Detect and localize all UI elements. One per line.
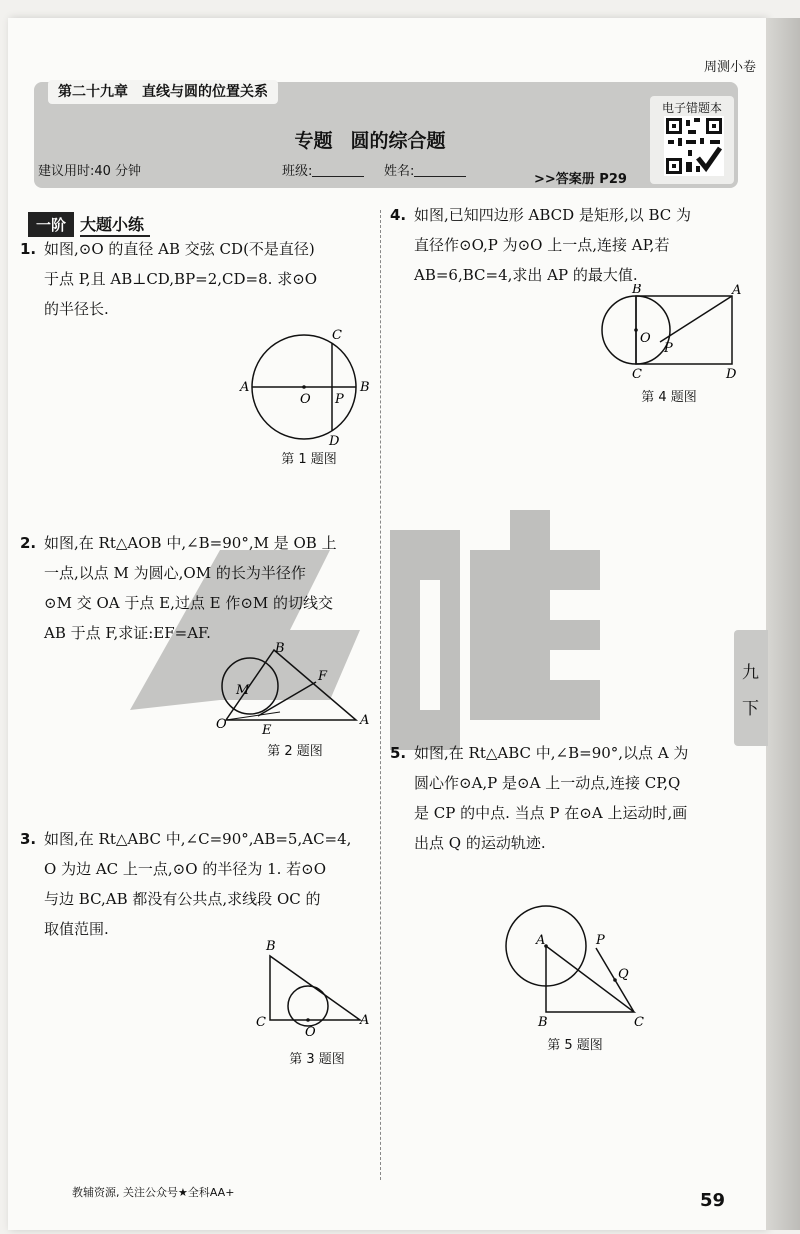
label-a: A (360, 713, 370, 728)
footer-note: 教辅资源, 关注公众号★全科AA+ (72, 1186, 235, 1199)
section-badge: 一阶 (28, 212, 74, 237)
question-3 (20, 824, 370, 944)
label-p: P (596, 933, 605, 948)
question-1 (20, 234, 370, 324)
question-text: 是 CP 的中点. 当点 P 在⊙A 上运动时,画 (414, 804, 688, 822)
caption-5: 第 5 题图 (547, 1038, 603, 1053)
label-p: P (664, 341, 673, 356)
qr-label: 电子错题本 (661, 101, 722, 115)
caption-1: 第 1 题图 (281, 452, 337, 467)
segment-ap (660, 296, 732, 342)
question-text: 如图,已知四边形 ABCD 是矩形,以 BC 为 (414, 206, 692, 224)
question-text: 直径作⊙O,P 为⊙O 上一点,连接 AP,若 (414, 236, 670, 254)
class-blank[interactable] (312, 164, 364, 177)
question-text: 如图,⊙O 的直径 AB 交弦 CD(不是直径) (44, 240, 315, 258)
question-number: 2. (20, 534, 37, 552)
label-b: B (275, 641, 285, 656)
figure-4 (596, 284, 746, 380)
question-text: 如图,在 Rt△AOB 中,∠B=90°,M 是 OB 上 (44, 534, 337, 552)
question-text: 于点 P,且 AB⊥CD,BP=2,CD=8. 求⊙O (44, 270, 318, 288)
label-b: B (266, 939, 276, 954)
label-a: A (360, 1013, 370, 1028)
question-number: 1. (20, 240, 37, 258)
grade-tab-top: 九 (742, 663, 759, 683)
question-text: AB=6,BC=4,求出 AP 的最大值. (414, 266, 638, 284)
label-m: M (236, 683, 250, 698)
class-label: 班级: (282, 164, 313, 179)
name-field[interactable] (384, 160, 466, 179)
name-label: 姓名: (384, 164, 415, 179)
label-f: F (318, 669, 328, 684)
class-field[interactable] (282, 160, 364, 179)
label-c: C (256, 1015, 266, 1030)
question-number: 5. (390, 744, 407, 762)
answer-reference: >>答案册 P29 (534, 172, 627, 187)
question-text: 圆心作⊙A,P 是⊙A 上一动点,连接 CP,Q (414, 774, 681, 792)
label-o: O (300, 392, 311, 407)
question-text: 取值范围. (44, 920, 109, 938)
grade-tab (734, 630, 768, 746)
series-label: 周测小卷 (703, 60, 756, 75)
topic-name: 圆的综合题 (350, 130, 446, 152)
label-o: O (305, 1025, 316, 1040)
tangent-ef (258, 682, 316, 716)
question-text: 如图,在 Rt△ABC 中,∠B=90°,以点 A 为 (414, 744, 689, 762)
question-text: ⊙M 交 OA 于点 E,过点 E 作⊙M 的切线交 (44, 594, 334, 612)
qr-code-icon[interactable] (664, 116, 724, 176)
question-5 (390, 738, 750, 858)
caption-3: 第 3 题图 (289, 1052, 345, 1067)
topic-prefix: 专题 (294, 130, 333, 152)
caption-2: 第 2 题图 (267, 744, 323, 759)
name-blank[interactable] (414, 164, 466, 177)
label-c: C (632, 367, 642, 380)
rectangle-abcd (636, 296, 732, 364)
label-d: D (726, 367, 737, 380)
label-b: B (632, 284, 642, 297)
question-text: O 为边 AC 上一点,⊙O 的半径为 1. 若⊙O (44, 860, 327, 878)
label-a: A (536, 933, 546, 948)
label-a: A (732, 284, 742, 298)
label-a: A (240, 380, 250, 395)
label-c: C (634, 1015, 644, 1030)
label-b: B (360, 380, 370, 395)
chapter-title: 第二十九章 直线与圆的位置关系 (48, 80, 278, 104)
question-text: 如图,在 Rt△ABC 中,∠C=90°,AB=5,AC=4, (44, 830, 352, 848)
label-d: D (329, 434, 340, 445)
label-o: O (640, 331, 651, 346)
figure-1 (234, 325, 384, 445)
figure-5 (496, 900, 656, 1030)
label-o: O (216, 717, 227, 732)
question-text: AB 于点 F,求证:EF=AF. (44, 624, 211, 642)
question-4 (390, 200, 750, 290)
label-b: B (538, 1015, 548, 1030)
question-text: 的半径长. (44, 300, 109, 318)
suggested-time: 建议用时:40 分钟 (38, 164, 142, 179)
figure-3 (254, 936, 374, 1046)
label-c: C (332, 328, 342, 343)
question-text: 与边 BC,AB 都没有公共点,求线段 OC 的 (44, 890, 321, 908)
page-edge (766, 18, 800, 1230)
label-q: Q (618, 967, 629, 982)
grade-tab-bottom: 下 (742, 699, 759, 719)
figure-2 (216, 640, 376, 740)
section-title: 大题小练 (80, 212, 150, 237)
topic-title (200, 126, 540, 153)
question-number: 3. (20, 830, 37, 848)
label-e: E (262, 723, 272, 738)
question-2 (20, 528, 370, 648)
question-text: 出点 Q 的运动轨迹. (414, 834, 546, 852)
question-text: 一点,以点 M 为圆心,OM 的长为半径作 (44, 564, 306, 582)
label-p: P (335, 392, 344, 407)
page-number: 59 (700, 1190, 726, 1211)
caption-4: 第 4 题图 (641, 390, 697, 405)
question-number: 4. (390, 206, 407, 224)
